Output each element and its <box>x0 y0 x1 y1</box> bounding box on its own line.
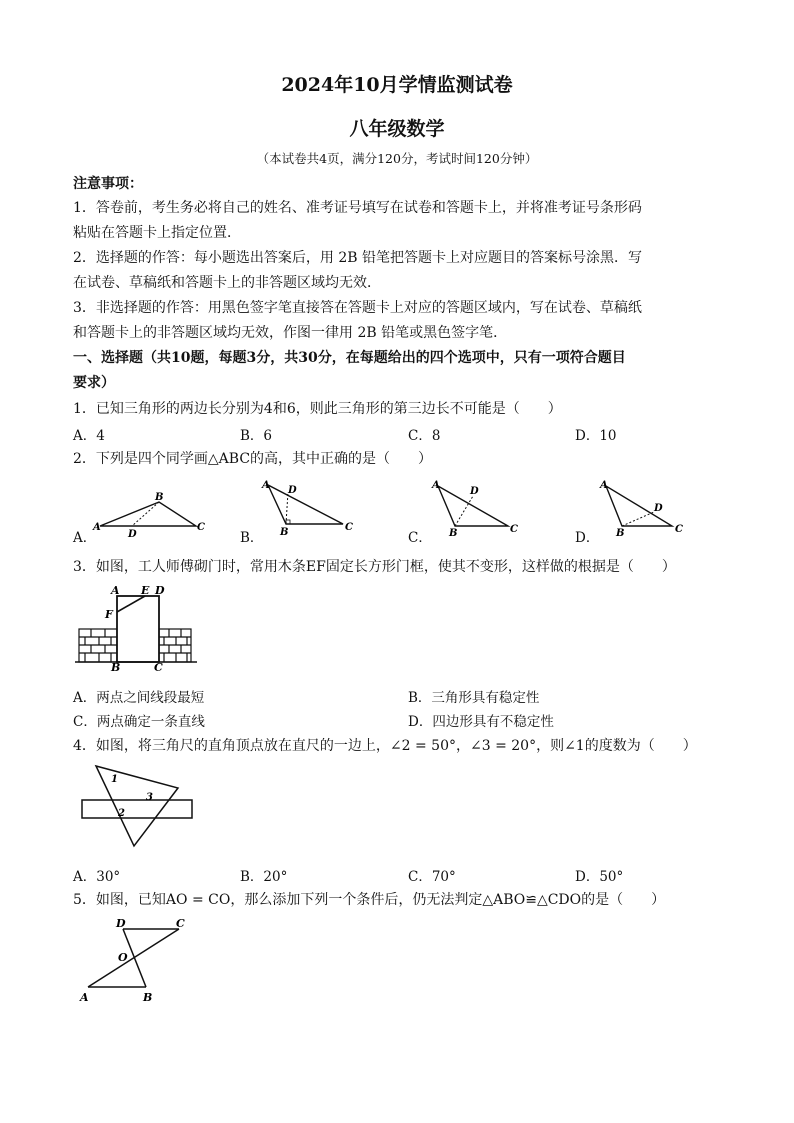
question-4-stem: 4．如图，将三角尺的直角顶点放在直尺的一边上，∠2 = 50°，∠3 = 20°，则∠1的度数为（ ） <box>73 738 697 754</box>
note-3-line-1: 3．非选择题的作答：用黑色签字笔直接答在答题卡上对应的答题区域内，写在试卷、草稿纸 <box>73 300 642 316</box>
q2-figure-a <box>92 490 212 540</box>
fig-d-label-c: C <box>675 524 683 535</box>
q3-label-f: F <box>105 608 113 621</box>
note-3-line-2: 和答题卡上的非答题区域均无效，作图一律用 2B 铅笔或黑色签字笔． <box>73 325 508 341</box>
q3-option-b: B．三角形具有稳定性 <box>408 690 540 706</box>
q1-option-d: D．10 <box>575 428 617 444</box>
q5-label-c: C <box>176 917 185 930</box>
q3-door-figure <box>73 582 198 672</box>
exam-subject: 八年级数学 <box>349 118 445 140</box>
q5-label-a: A <box>80 991 89 1004</box>
q4-angle-3: 3 <box>146 792 153 803</box>
q3-option-d: D．四边形具有不稳定性 <box>408 714 554 730</box>
q4-option-a: A．30° <box>73 869 121 885</box>
q2-option-b: B． <box>240 530 264 546</box>
section-1-heading-line-2: 要求） <box>73 375 115 391</box>
q4-option-c: C．70° <box>408 869 456 885</box>
fig-c-label-c: C <box>510 524 518 535</box>
question-3-stem: 3．如图，工人师傅砌门时，常用木条EF固定长方形门框，使其不变形，这样做的根据是（ ） <box>73 559 676 575</box>
fig-d-label-d: D <box>654 503 663 514</box>
question-1-stem: 1．已知三角形的两边长分别为4和6，则此三角形的第三边长不可能是（ ） <box>73 401 562 417</box>
q1-option-a: A．4 <box>73 428 105 444</box>
q3-label-d: D <box>155 584 165 597</box>
q2-figure-b <box>258 478 358 538</box>
q3-label-c: C <box>154 661 163 672</box>
q5-label-d: D <box>116 917 126 930</box>
q3-option-c: C．两点确定一条直线 <box>73 714 205 730</box>
fig-a-label-d: D <box>128 529 137 540</box>
q4-option-d: D．50° <box>575 869 624 885</box>
q5-label-b: B <box>143 991 153 1004</box>
fig-d-label-b: B <box>616 528 625 538</box>
fig-a-label-b: B <box>155 492 164 503</box>
fig-b-label-d: D <box>288 485 297 496</box>
q3-label-a: A <box>111 584 120 597</box>
q2-option-c: C． <box>408 530 432 546</box>
note-2-line-2: 在试卷、草稿纸和答题卡上的非答题区域均无效． <box>73 275 381 291</box>
fig-c-label-a: A <box>432 480 440 491</box>
fig-b-label-c: C <box>345 522 353 533</box>
fig-d-label-a: A <box>600 480 608 491</box>
fig-c-label-d: D <box>470 486 479 497</box>
exam-title: 2024年10月学情监测试卷 <box>281 74 513 96</box>
fig-c-label-b: B <box>449 528 458 538</box>
q3-label-b: B <box>111 661 121 672</box>
note-1-line-1: 1．答卷前，考生务必将自己的姓名、准考证号填写在试卷和答题卡上，并将准考证号条形码 <box>73 200 642 216</box>
exam-info: （本试卷共4页，满分120分，考试时间120分钟） <box>256 151 538 166</box>
note-1-line-2: 粘贴在答题卡上指定位置． <box>73 225 241 241</box>
q2-figure-d <box>596 478 696 538</box>
question-2-stem: 2．下列是四个同学画△ABC的高，其中正确的是（ ） <box>73 451 433 467</box>
q3-label-e: E <box>141 584 150 597</box>
q2-option-d: D． <box>575 530 600 546</box>
q1-option-c: C．8 <box>408 428 441 444</box>
q2-figure-c <box>428 478 528 538</box>
q4-option-b: B．20° <box>240 869 288 885</box>
q1-option-b: B．6 <box>240 428 273 444</box>
section-1-heading-line-1: 一、选择题（共10题，每题3分，共30分，在每题给出的四个选项中，只有一项符合题目 <box>73 350 626 366</box>
fig-a-label-a: A <box>93 522 101 533</box>
q5-label-o: O <box>118 951 128 964</box>
question-5-stem: 5．如图，已知AO = CO，那么添加下列一个条件后，仍无法判定△ABO≌△CDO的是（ ） <box>73 892 666 908</box>
q3-option-a: A．两点之间线段最短 <box>73 690 205 706</box>
notes-heading: 注意事项： <box>73 176 143 192</box>
q4-angle-2: 2 <box>118 808 125 819</box>
fig-a-label-c: C <box>197 522 205 533</box>
note-2-line-1: 2．选择题的作答：每小题选出答案后，用 2B 铅笔把答题卡上对应题目的答案标号涂黑．写 <box>73 250 643 266</box>
q2-option-a: A． <box>73 530 97 546</box>
fig-b-label-b: B <box>280 527 289 538</box>
q4-ruler-triangle-figure <box>78 760 198 850</box>
q4-angle-1: 1 <box>111 774 118 785</box>
fig-b-label-a: A <box>262 480 270 491</box>
q5-figure <box>76 915 196 1007</box>
